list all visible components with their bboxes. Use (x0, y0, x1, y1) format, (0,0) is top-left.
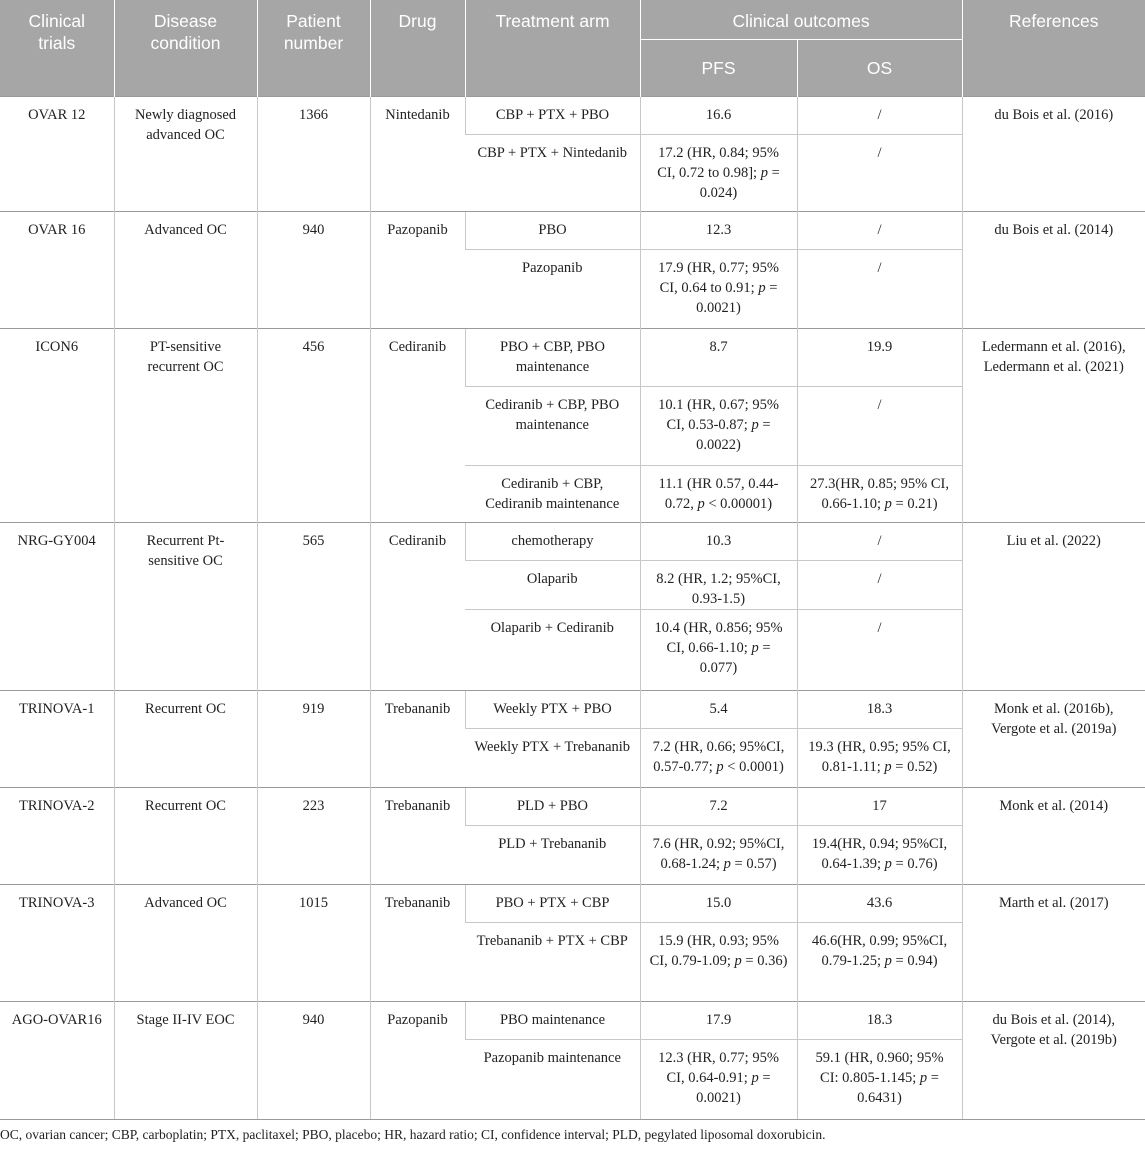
table-row (0, 1001, 1145, 1039)
drug-name: Nintedanib (370, 96, 465, 211)
pfs-value: 17.9 (640, 1001, 797, 1039)
disease-condition: Recurrent OC (114, 690, 257, 787)
disease-condition: PT-sensitive recurrent OC (114, 328, 257, 522)
disease-condition: Advanced OC (114, 884, 257, 1001)
disease-condition: Newly diagnosed advanced OC (114, 96, 257, 211)
os-value: 19.3 (HR, 0.95; 95% CI, 0.81-1.11; p = 0.52) (797, 728, 962, 787)
reference: Liu et al. (2022) (962, 522, 1145, 690)
patient-number: 940 (257, 211, 370, 328)
drug-name: Cediranib (370, 328, 465, 522)
reference: Monk et al. (2016b), Vergote et al. (2019a) (962, 690, 1145, 787)
treatment-arm: Weekly PTX + PBO (465, 690, 640, 728)
os-value: 19.9 (797, 328, 962, 386)
os-value: 46.6(HR, 0.99; 95%CI, 0.79-1.25; p = 0.94) (797, 922, 962, 1001)
pfs-value: 12.3 (640, 211, 797, 249)
os-value: 18.3 (797, 1001, 962, 1039)
os-value: / (797, 96, 962, 134)
pfs-value: 15.9 (HR, 0.93; 95% CI, 0.79-1.09; p = 0.36) (640, 922, 797, 1001)
header-pfs: PFS (640, 39, 797, 96)
trial-name: AGO-OVAR16 (0, 1001, 114, 1119)
reference: Monk et al. (2014) (962, 787, 1145, 884)
pfs-value: 7.2 (640, 787, 797, 825)
drug-name: Pazopanib (370, 211, 465, 328)
pfs-value: 5.4 (640, 690, 797, 728)
pfs-value: 10.3 (640, 522, 797, 560)
trial-name: NRG-GY004 (0, 522, 114, 690)
table-row (0, 787, 1145, 825)
trial-name: OVAR 16 (0, 211, 114, 328)
treatment-arm: PBO maintenance (465, 1001, 640, 1039)
table-footnote: OC, ovarian cancer; CBP, carboplatin; PTX, paclitaxel; PBO, placebo; HR, hazard ratio; CI, confidence interval; PLD, pegylated liposomal doxorubicin. (0, 1119, 1145, 1143)
os-value: / (797, 386, 962, 465)
os-value: / (797, 560, 962, 609)
drug-name: Pazopanib (370, 1001, 465, 1119)
os-value: / (797, 609, 962, 690)
pfs-value: 8.2 (HR, 1.2; 95%CI, 0.93-1.5) (640, 560, 797, 609)
treatment-arm: Trebananib + PTX + CBP (465, 922, 640, 1001)
drug-name: Cediranib (370, 522, 465, 690)
header-references: References (962, 0, 1145, 96)
pfs-value: 11.1 (HR 0.57, 0.44-0.72, p < 0.00001) (640, 465, 797, 522)
patient-number: 565 (257, 522, 370, 690)
trial-name: ICON6 (0, 328, 114, 522)
treatment-arm: PBO (465, 211, 640, 249)
header-treatment-arm: Treatment arm (465, 0, 640, 96)
patient-number: 940 (257, 1001, 370, 1119)
disease-condition: Recurrent Pt-sensitive OC (114, 522, 257, 690)
table-row (0, 96, 1145, 134)
header-clinical-outcomes: Clinical outcomes (640, 0, 962, 39)
pfs-value: 12.3 (HR, 0.77; 95% CI, 0.64-0.91; p = 0.0021) (640, 1039, 797, 1119)
disease-condition: Recurrent OC (114, 787, 257, 884)
treatment-arm: PLD + Trebananib (465, 825, 640, 884)
treatment-arm: Pazopanib (465, 249, 640, 328)
drug-name: Trebananib (370, 884, 465, 1001)
trial-name: OVAR 12 (0, 96, 114, 211)
table-body (0, 96, 1145, 1119)
treatment-arm: CBP + PTX + PBO (465, 96, 640, 134)
pfs-value: 8.7 (640, 328, 797, 386)
os-value: 19.4(HR, 0.94; 95%CI, 0.64-1.39; p = 0.76) (797, 825, 962, 884)
header-drug: Drug (370, 0, 465, 96)
os-value: 43.6 (797, 884, 962, 922)
os-value: 18.3 (797, 690, 962, 728)
header-patient-number: Patient number (257, 0, 370, 96)
patient-number: 919 (257, 690, 370, 787)
reference: Ledermann et al. (2016), Ledermann et al. (2021) (962, 328, 1145, 522)
drug-name: Trebananib (370, 787, 465, 884)
reference: du Bois et al. (2014) (962, 211, 1145, 328)
trial-name: TRINOVA-1 (0, 690, 114, 787)
patient-number: 1015 (257, 884, 370, 1001)
os-value: / (797, 134, 962, 211)
pfs-value: 7.2 (HR, 0.66; 95%CI, 0.57-0.77; p < 0.0001) (640, 728, 797, 787)
treatment-arm: Cediranib + CBP, Cediranib maintenance (465, 465, 640, 522)
os-value: 59.1 (HR, 0.960; 95% CI: 0.805-1.145; p = 0.6431) (797, 1039, 962, 1119)
header-os: OS (797, 39, 962, 96)
pfs-value: 17.9 (HR, 0.77; 95% CI, 0.64 to 0.91; p = 0.0021) (640, 249, 797, 328)
pfs-value: 15.0 (640, 884, 797, 922)
treatment-arm: PBO + PTX + CBP (465, 884, 640, 922)
os-value: 27.3(HR, 0.85; 95% CI, 0.66-1.10; p = 0.21) (797, 465, 962, 522)
trial-name: TRINOVA-2 (0, 787, 114, 884)
os-value: / (797, 211, 962, 249)
table-row (0, 884, 1145, 922)
os-value: 17 (797, 787, 962, 825)
treatment-arm: Weekly PTX + Trebananib (465, 728, 640, 787)
table-row (0, 522, 1145, 560)
reference: Marth et al. (2017) (962, 884, 1145, 1001)
reference: du Bois et al. (2016) (962, 96, 1145, 211)
patient-number: 456 (257, 328, 370, 522)
patient-number: 1366 (257, 96, 370, 211)
table-row (0, 690, 1145, 728)
os-value: / (797, 249, 962, 328)
pfs-value: 16.6 (640, 96, 797, 134)
patient-number: 223 (257, 787, 370, 884)
trial-name: TRINOVA-3 (0, 884, 114, 1001)
treatment-arm: Olaparib (465, 560, 640, 609)
header-disease-condition: Disease condition (114, 0, 257, 96)
drug-name: Trebananib (370, 690, 465, 787)
disease-condition: Advanced OC (114, 211, 257, 328)
table-row (0, 211, 1145, 249)
treatment-arm: PBO + CBP, PBO maintenance (465, 328, 640, 386)
pfs-value: 7.6 (HR, 0.92; 95%CI, 0.68-1.24; p = 0.57) (640, 825, 797, 884)
pfs-value: 17.2 (HR, 0.84; 95% CI, 0.72 to 0.98]; p = 0.024) (640, 134, 797, 211)
pfs-value: 10.1 (HR, 0.67; 95% CI, 0.53-0.87; p = 0.0022) (640, 386, 797, 465)
os-value: / (797, 522, 962, 560)
treatment-arm: chemotherapy (465, 522, 640, 560)
treatment-arm: PLD + PBO (465, 787, 640, 825)
header-clinical-trials: Clinical trials (0, 0, 114, 96)
disease-condition: Stage II-IV EOC (114, 1001, 257, 1119)
treatment-arm: Cediranib + CBP, PBO maintenance (465, 386, 640, 465)
pfs-value: 10.4 (HR, 0.856; 95% CI, 0.66-1.10; p = 0.077) (640, 609, 797, 690)
treatment-arm: Pazopanib maintenance (465, 1039, 640, 1119)
treatment-arm: Olaparib + Cediranib (465, 609, 640, 690)
treatment-arm: CBP + PTX + Nintedanib (465, 134, 640, 211)
reference: du Bois et al. (2014), Vergote et al. (2019b) (962, 1001, 1145, 1119)
table-row (0, 328, 1145, 386)
